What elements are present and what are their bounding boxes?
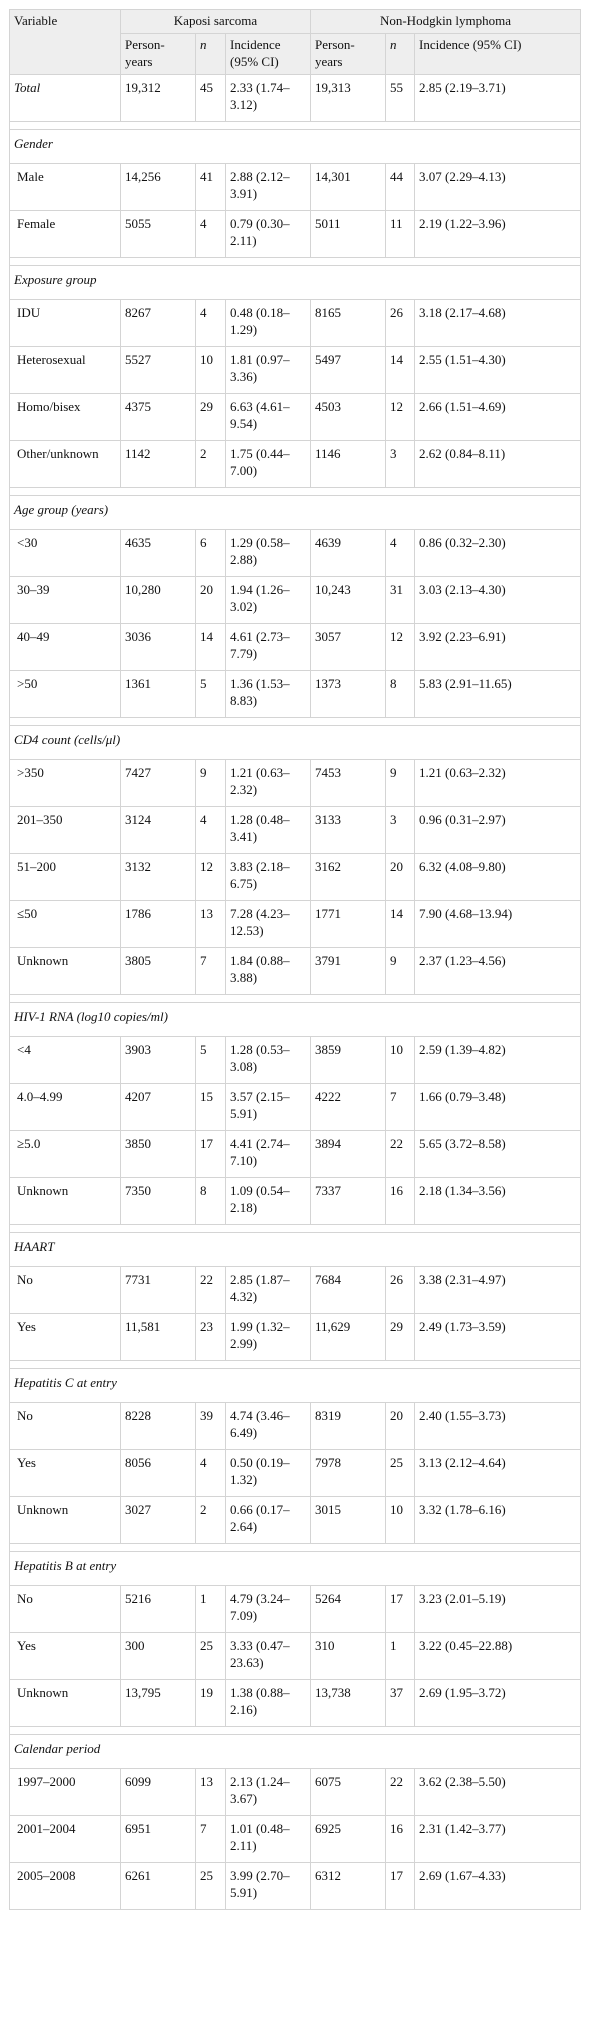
cell-ks-person-years: 10,280: [121, 577, 196, 624]
table-row: [10, 1816, 581, 1863]
row-label: 51–200: [10, 854, 121, 901]
row-label: <4: [10, 1037, 121, 1084]
row-label: Unknown: [10, 948, 121, 995]
cell-nhl-person-years: 13,738: [311, 1680, 386, 1727]
section-title: Hepatitis B at entry: [10, 1552, 581, 1586]
row-label: No: [10, 1267, 121, 1314]
table-row: [10, 1084, 581, 1131]
row-label: 40–49: [10, 624, 121, 671]
cell-ks-incidence: 3.83 (2.18–6.75): [226, 854, 311, 901]
cell-ks-person-years: 3850: [121, 1131, 196, 1178]
cell-nhl-n: 17: [386, 1586, 415, 1633]
cell-ks-incidence: 2.88 (2.12–3.91): [226, 164, 311, 211]
row-label: Unknown: [10, 1497, 121, 1544]
cell-nhl-person-years: 8319: [311, 1403, 386, 1450]
cell-ks-person-years: 5055: [121, 211, 196, 258]
cell-ks-n: 14: [196, 624, 226, 671]
cell-nhl-n: 10: [386, 1037, 415, 1084]
header-nhl-incidence: Incidence (95% CI): [415, 34, 581, 75]
cell-ks-incidence: 0.79 (0.30–2.11): [226, 211, 311, 258]
cell-nhl-incidence: 2.55 (1.51–4.30): [415, 347, 581, 394]
table-row: [10, 300, 581, 347]
cell-ks-incidence: 3.33 (0.47–23.63): [226, 1633, 311, 1680]
cell-ks-person-years: 11,581: [121, 1314, 196, 1361]
spacer-cell: [10, 488, 581, 496]
section-title: Gender: [10, 130, 581, 164]
cell-nhl-n: 4: [386, 530, 415, 577]
cell-ks-person-years: 8056: [121, 1450, 196, 1497]
cell-ks-n: 2: [196, 441, 226, 488]
section-header-row: [10, 1003, 581, 1037]
row-label: 201–350: [10, 807, 121, 854]
cell-nhl-incidence: 2.18 (1.34–3.56): [415, 1178, 581, 1225]
row-label: IDU: [10, 300, 121, 347]
section-header-row: [10, 496, 581, 530]
spacer-cell: [10, 258, 581, 266]
cell-nhl-incidence: 2.69 (1.95–3.72): [415, 1680, 581, 1727]
header-ks-person-years: Person-years: [121, 34, 196, 75]
cell-ks-person-years: 7731: [121, 1267, 196, 1314]
spacer-row: [10, 1361, 581, 1369]
cell-ks-incidence: 0.66 (0.17–2.64): [226, 1497, 311, 1544]
table-body: [10, 75, 581, 1910]
row-label: 2001–2004: [10, 1816, 121, 1863]
cell-nhl-n: 12: [386, 394, 415, 441]
row-label: 30–39: [10, 577, 121, 624]
cell-ks-person-years: 3805: [121, 948, 196, 995]
section-title: Exposure group: [10, 266, 581, 300]
cell-ks-person-years: 3903: [121, 1037, 196, 1084]
cell-ks-person-years: 7350: [121, 1178, 196, 1225]
table-row: [10, 1769, 581, 1816]
cell-ks-n: 25: [196, 1863, 226, 1910]
cell-ks-n: 6: [196, 530, 226, 577]
table-row: [10, 1267, 581, 1314]
row-label: <30: [10, 530, 121, 577]
header-kaposi-sarcoma: Kaposi sarcoma: [121, 10, 311, 34]
cell-nhl-incidence: 3.03 (2.13–4.30): [415, 577, 581, 624]
total-nhl-incidence: 2.85 (2.19–3.71): [415, 75, 581, 122]
cell-nhl-n: 1: [386, 1633, 415, 1680]
section-header-row: [10, 266, 581, 300]
cell-ks-incidence: 4.74 (3.46–6.49): [226, 1403, 311, 1450]
cell-ks-person-years: 1142: [121, 441, 196, 488]
cell-nhl-person-years: 4639: [311, 530, 386, 577]
spacer-cell: [10, 718, 581, 726]
cell-ks-person-years: 6951: [121, 1816, 196, 1863]
cell-nhl-incidence: 3.92 (2.23–6.91): [415, 624, 581, 671]
cell-nhl-n: 26: [386, 1267, 415, 1314]
row-label: Heterosexual: [10, 347, 121, 394]
cell-nhl-person-years: 7453: [311, 760, 386, 807]
cell-nhl-n: 37: [386, 1680, 415, 1727]
cell-ks-incidence: 1.21 (0.63–2.32): [226, 760, 311, 807]
cell-ks-n: 20: [196, 577, 226, 624]
cell-nhl-incidence: 2.69 (1.67–4.33): [415, 1863, 581, 1910]
cell-ks-incidence: 1.84 (0.88–3.88): [226, 948, 311, 995]
cell-nhl-n: 7: [386, 1084, 415, 1131]
cell-ks-n: 9: [196, 760, 226, 807]
cell-nhl-incidence: 2.59 (1.39–4.82): [415, 1037, 581, 1084]
table-row: [10, 1037, 581, 1084]
cell-nhl-n: 25: [386, 1450, 415, 1497]
cell-ks-n: 7: [196, 948, 226, 995]
section-header-row: [10, 1369, 581, 1403]
table-row: [10, 1680, 581, 1727]
cell-ks-n: 22: [196, 1267, 226, 1314]
row-label: Unknown: [10, 1680, 121, 1727]
cell-nhl-incidence: 3.62 (2.38–5.50): [415, 1769, 581, 1816]
cell-nhl-person-years: 6312: [311, 1863, 386, 1910]
cell-nhl-person-years: 10,243: [311, 577, 386, 624]
cell-ks-incidence: 1.29 (0.58–2.88): [226, 530, 311, 577]
cell-ks-incidence: 1.99 (1.32–2.99): [226, 1314, 311, 1361]
table-row: [10, 211, 581, 258]
cell-ks-person-years: 4375: [121, 394, 196, 441]
incidence-table-container: [9, 9, 580, 1910]
cell-nhl-incidence: 2.37 (1.23–4.56): [415, 948, 581, 995]
row-label: Yes: [10, 1633, 121, 1680]
table-row: [10, 624, 581, 671]
table-row: [10, 441, 581, 488]
total-nhl-n: 55: [386, 75, 415, 122]
section-header-row: [10, 130, 581, 164]
section-title: CD4 count (cells/μl): [10, 726, 581, 760]
incidence-table: [9, 9, 581, 1910]
cell-ks-person-years: 13,795: [121, 1680, 196, 1727]
cell-nhl-incidence: 3.07 (2.29–4.13): [415, 164, 581, 211]
cell-nhl-incidence: 3.13 (2.12–4.64): [415, 1450, 581, 1497]
cell-ks-n: 13: [196, 1769, 226, 1816]
section-title: HAART: [10, 1233, 581, 1267]
cell-nhl-n: 26: [386, 300, 415, 347]
spacer-cell: [10, 1361, 581, 1369]
cell-ks-n: 39: [196, 1403, 226, 1450]
cell-ks-n: 4: [196, 807, 226, 854]
section-title: Calendar period: [10, 1735, 581, 1769]
cell-nhl-person-years: 4503: [311, 394, 386, 441]
cell-nhl-incidence: 2.31 (1.42–3.77): [415, 1816, 581, 1863]
cell-ks-n: 4: [196, 1450, 226, 1497]
cell-ks-incidence: 1.28 (0.53–3.08): [226, 1037, 311, 1084]
cell-ks-incidence: 7.28 (4.23–12.53): [226, 901, 311, 948]
section-title: Hepatitis C at entry: [10, 1369, 581, 1403]
table-row: [10, 760, 581, 807]
cell-ks-person-years: 8267: [121, 300, 196, 347]
cell-nhl-person-years: 3894: [311, 1131, 386, 1178]
row-label: >350: [10, 760, 121, 807]
table-row: [10, 671, 581, 718]
cell-nhl-incidence: 3.22 (0.45–22.88): [415, 1633, 581, 1680]
cell-nhl-n: 31: [386, 577, 415, 624]
table-header: [10, 10, 581, 75]
table-row: [10, 1633, 581, 1680]
cell-ks-person-years: 5527: [121, 347, 196, 394]
cell-nhl-incidence: 5.83 (2.91–11.65): [415, 671, 581, 718]
cell-ks-n: 12: [196, 854, 226, 901]
cell-nhl-person-years: 3015: [311, 1497, 386, 1544]
cell-ks-person-years: 1786: [121, 901, 196, 948]
cell-ks-n: 1: [196, 1586, 226, 1633]
table-row: [10, 1586, 581, 1633]
row-label: Female: [10, 211, 121, 258]
cell-nhl-person-years: 3791: [311, 948, 386, 995]
header-nhl-n: n: [386, 34, 415, 75]
spacer-row: [10, 122, 581, 130]
section-header-row: [10, 1552, 581, 1586]
table-row: [10, 1863, 581, 1910]
spacer-cell: [10, 995, 581, 1003]
cell-ks-incidence: 1.81 (0.97–3.36): [226, 347, 311, 394]
cell-ks-person-years: 3124: [121, 807, 196, 854]
cell-ks-n: 15: [196, 1084, 226, 1131]
section-header-row: [10, 1233, 581, 1267]
total-label: Total: [10, 75, 121, 122]
cell-nhl-incidence: 0.96 (0.31–2.97): [415, 807, 581, 854]
cell-nhl-person-years: 3162: [311, 854, 386, 901]
cell-nhl-n: 10: [386, 1497, 415, 1544]
total-row: [10, 75, 581, 122]
cell-nhl-n: 9: [386, 760, 415, 807]
spacer-cell: [10, 122, 581, 130]
section-header-row: [10, 726, 581, 760]
cell-ks-incidence: 4.61 (2.73–7.79): [226, 624, 311, 671]
row-label: ≥5.0: [10, 1131, 121, 1178]
spacer-row: [10, 995, 581, 1003]
table-row: [10, 854, 581, 901]
table-row: [10, 577, 581, 624]
table-row: [10, 347, 581, 394]
cell-ks-person-years: 8228: [121, 1403, 196, 1450]
cell-ks-person-years: 4207: [121, 1084, 196, 1131]
row-label: 1997–2000: [10, 1769, 121, 1816]
table-row: [10, 807, 581, 854]
cell-ks-n: 13: [196, 901, 226, 948]
cell-nhl-n: 3: [386, 441, 415, 488]
cell-ks-n: 5: [196, 671, 226, 718]
spacer-cell: [10, 1544, 581, 1552]
spacer-row: [10, 258, 581, 266]
spacer-row: [10, 488, 581, 496]
row-label: Other/unknown: [10, 441, 121, 488]
cell-ks-n: 2: [196, 1497, 226, 1544]
cell-nhl-n: 16: [386, 1816, 415, 1863]
cell-ks-incidence: 2.13 (1.24–3.67): [226, 1769, 311, 1816]
cell-nhl-n: 22: [386, 1769, 415, 1816]
cell-nhl-person-years: 1373: [311, 671, 386, 718]
total-ks-n: 45: [196, 75, 226, 122]
cell-nhl-person-years: 6075: [311, 1769, 386, 1816]
row-label: Yes: [10, 1314, 121, 1361]
cell-ks-incidence: 0.50 (0.19–1.32): [226, 1450, 311, 1497]
header-nhl-person-years: Person-years: [311, 34, 386, 75]
cell-nhl-n: 22: [386, 1131, 415, 1178]
cell-nhl-person-years: 5264: [311, 1586, 386, 1633]
header-non-hodgkin-lymphoma: Non-Hodgkin lymphoma: [311, 10, 581, 34]
total-nhl-person-years: 19,313: [311, 75, 386, 122]
table-row: [10, 1178, 581, 1225]
cell-nhl-incidence: 1.66 (0.79–3.48): [415, 1084, 581, 1131]
cell-nhl-incidence: 0.86 (0.32–2.30): [415, 530, 581, 577]
cell-nhl-person-years: 3057: [311, 624, 386, 671]
cell-ks-incidence: 1.94 (1.26–3.02): [226, 577, 311, 624]
cell-ks-person-years: 1361: [121, 671, 196, 718]
cell-nhl-n: 20: [386, 1403, 415, 1450]
spacer-cell: [10, 1727, 581, 1735]
cell-ks-n: 23: [196, 1314, 226, 1361]
cell-nhl-incidence: 3.18 (2.17–4.68): [415, 300, 581, 347]
cell-nhl-n: 17: [386, 1863, 415, 1910]
cell-nhl-incidence: 2.19 (1.22–3.96): [415, 211, 581, 258]
cell-ks-incidence: 1.75 (0.44–7.00): [226, 441, 311, 488]
spacer-row: [10, 1544, 581, 1552]
cell-ks-n: 4: [196, 300, 226, 347]
cell-nhl-person-years: 5497: [311, 347, 386, 394]
cell-ks-incidence: 4.79 (3.24–7.09): [226, 1586, 311, 1633]
cell-ks-person-years: 6099: [121, 1769, 196, 1816]
cell-nhl-n: 44: [386, 164, 415, 211]
cell-nhl-person-years: 7978: [311, 1450, 386, 1497]
cell-nhl-person-years: 3859: [311, 1037, 386, 1084]
cell-nhl-incidence: 3.23 (2.01–5.19): [415, 1586, 581, 1633]
row-label: Male: [10, 164, 121, 211]
header-ks-n: n: [196, 34, 226, 75]
cell-nhl-n: 14: [386, 901, 415, 948]
cell-ks-n: 29: [196, 394, 226, 441]
cell-ks-n: 8: [196, 1178, 226, 1225]
cell-ks-n: 19: [196, 1680, 226, 1727]
cell-nhl-person-years: 1146: [311, 441, 386, 488]
cell-nhl-incidence: 6.32 (4.08–9.80): [415, 854, 581, 901]
header-variable: Variable: [10, 10, 121, 75]
cell-ks-incidence: 1.38 (0.88–2.16): [226, 1680, 311, 1727]
table-row: [10, 1497, 581, 1544]
cell-ks-n: 4: [196, 211, 226, 258]
cell-nhl-incidence: 2.40 (1.55–3.73): [415, 1403, 581, 1450]
cell-nhl-person-years: 6925: [311, 1816, 386, 1863]
cell-ks-n: 7: [196, 1816, 226, 1863]
table-row: [10, 394, 581, 441]
cell-ks-incidence: 0.48 (0.18–1.29): [226, 300, 311, 347]
cell-ks-incidence: 1.36 (1.53–8.83): [226, 671, 311, 718]
row-label: Unknown: [10, 1178, 121, 1225]
cell-ks-person-years: 3027: [121, 1497, 196, 1544]
table-row: [10, 1450, 581, 1497]
cell-ks-n: 41: [196, 164, 226, 211]
table-row: [10, 1131, 581, 1178]
cell-nhl-incidence: 3.38 (2.31–4.97): [415, 1267, 581, 1314]
table-row: [10, 164, 581, 211]
cell-nhl-incidence: 2.62 (0.84–8.11): [415, 441, 581, 488]
cell-ks-person-years: 4635: [121, 530, 196, 577]
cell-ks-incidence: 1.09 (0.54–2.18): [226, 1178, 311, 1225]
cell-ks-n: 10: [196, 347, 226, 394]
cell-nhl-person-years: 8165: [311, 300, 386, 347]
section-header-row: [10, 1735, 581, 1769]
cell-nhl-n: 29: [386, 1314, 415, 1361]
cell-nhl-n: 20: [386, 854, 415, 901]
cell-ks-n: 5: [196, 1037, 226, 1084]
cell-ks-incidence: 4.41 (2.74–7.10): [226, 1131, 311, 1178]
row-label: 2005–2008: [10, 1863, 121, 1910]
cell-ks-incidence: 2.85 (1.87–4.32): [226, 1267, 311, 1314]
total-ks-person-years: 19,312: [121, 75, 196, 122]
cell-ks-person-years: 5216: [121, 1586, 196, 1633]
spacer-row: [10, 1727, 581, 1735]
spacer-row: [10, 718, 581, 726]
cell-ks-incidence: 3.57 (2.15–5.91): [226, 1084, 311, 1131]
cell-nhl-incidence: 3.32 (1.78–6.16): [415, 1497, 581, 1544]
section-title: HIV-1 RNA (log10 copies/ml): [10, 1003, 581, 1037]
cell-ks-person-years: 3036: [121, 624, 196, 671]
row-label: >50: [10, 671, 121, 718]
spacer-cell: [10, 1225, 581, 1233]
table-row: [10, 901, 581, 948]
section-title: Age group (years): [10, 496, 581, 530]
table-row: [10, 1403, 581, 1450]
cell-nhl-n: 11: [386, 211, 415, 258]
table-row: [10, 530, 581, 577]
cell-nhl-n: 3: [386, 807, 415, 854]
cell-nhl-person-years: 7337: [311, 1178, 386, 1225]
table-row: [10, 948, 581, 995]
cell-nhl-person-years: 4222: [311, 1084, 386, 1131]
cell-nhl-person-years: 14,301: [311, 164, 386, 211]
cell-nhl-person-years: 1771: [311, 901, 386, 948]
header-row-groups: [10, 10, 581, 34]
cell-ks-person-years: 14,256: [121, 164, 196, 211]
total-ks-incidence: 2.33 (1.74–3.12): [226, 75, 311, 122]
row-label: Homo/bisex: [10, 394, 121, 441]
row-label: No: [10, 1586, 121, 1633]
cell-nhl-n: 14: [386, 347, 415, 394]
cell-ks-incidence: 1.01 (0.48–2.11): [226, 1816, 311, 1863]
cell-nhl-person-years: 7684: [311, 1267, 386, 1314]
cell-ks-person-years: 7427: [121, 760, 196, 807]
cell-ks-n: 17: [196, 1131, 226, 1178]
row-label: ≤50: [10, 901, 121, 948]
cell-nhl-person-years: 3133: [311, 807, 386, 854]
cell-nhl-n: 9: [386, 948, 415, 995]
cell-ks-n: 25: [196, 1633, 226, 1680]
spacer-row: [10, 1225, 581, 1233]
cell-nhl-n: 12: [386, 624, 415, 671]
cell-nhl-incidence: 2.66 (1.51–4.69): [415, 394, 581, 441]
cell-nhl-n: 16: [386, 1178, 415, 1225]
cell-nhl-incidence: 2.49 (1.73–3.59): [415, 1314, 581, 1361]
row-label: 4.0–4.99: [10, 1084, 121, 1131]
cell-ks-incidence: 1.28 (0.48–3.41): [226, 807, 311, 854]
row-label: Yes: [10, 1450, 121, 1497]
header-ks-incidence: Incidence (95% CI): [226, 34, 311, 75]
cell-nhl-n: 8: [386, 671, 415, 718]
cell-ks-person-years: 300: [121, 1633, 196, 1680]
cell-nhl-person-years: 11,629: [311, 1314, 386, 1361]
cell-nhl-incidence: 7.90 (4.68–13.94): [415, 901, 581, 948]
row-label: No: [10, 1403, 121, 1450]
cell-nhl-incidence: 5.65 (3.72–8.58): [415, 1131, 581, 1178]
cell-ks-incidence: 6.63 (4.61–9.54): [226, 394, 311, 441]
cell-ks-person-years: 6261: [121, 1863, 196, 1910]
table-row: [10, 1314, 581, 1361]
cell-nhl-person-years: 5011: [311, 211, 386, 258]
cell-nhl-person-years: 310: [311, 1633, 386, 1680]
cell-ks-incidence: 3.99 (2.70–5.91): [226, 1863, 311, 1910]
cell-ks-person-years: 3132: [121, 854, 196, 901]
cell-nhl-incidence: 1.21 (0.63–2.32): [415, 760, 581, 807]
